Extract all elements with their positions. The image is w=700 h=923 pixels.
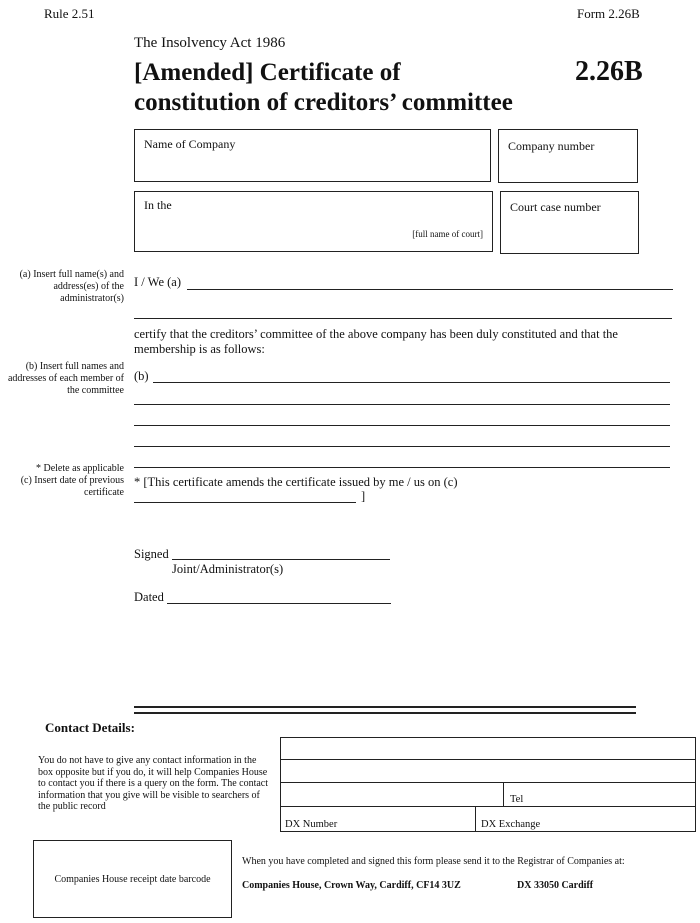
member-line-4[interactable] [134,446,670,447]
member-line-5[interactable] [134,467,670,468]
dated-label: Dated [134,590,164,604]
page-title [134,58,513,118]
member-line-1[interactable] [153,382,670,383]
note-delete: * Delete as applicable [35,463,124,474]
tel-divider [503,782,504,806]
court-case-number-label: Court case number [510,200,601,214]
court-case-number-box[interactable] [500,191,639,254]
company-number-label: Company number [508,139,595,153]
contact-heading: Contact Details: [45,720,135,735]
section-divider [134,706,636,714]
bracket-close: ] [361,489,366,503]
company-name-box[interactable] [134,129,491,182]
iwe-line[interactable] [187,289,673,290]
member-line-3[interactable] [134,425,670,426]
court-hint: [full name of court] [412,229,483,239]
company-number-box[interactable] [498,129,638,183]
title-line-2: constitution of creditors’ committee [134,89,513,116]
member-line-2[interactable] [134,404,670,405]
iwe-line-2[interactable] [134,318,672,319]
contact-line-1[interactable] [281,759,695,760]
tel-label: Tel [510,794,524,805]
company-name-label: Name of Company [144,137,236,151]
form-number: 2.26B [575,56,643,87]
title-line-1: [Amended] Certificate of [134,59,401,86]
certify-text: certify that the creditors’ committee of the above company has been duly constituted and that the membership is as follows: [134,327,618,356]
signed-label: Signed [134,547,169,561]
signed-role: Joint/Administrator(s) [172,562,284,576]
send-instructions: When you have completed and signed this form please send it to the Registrar of Companies at: [242,856,625,867]
dx-exchange-label: DX Exchange [481,819,541,830]
signature-line[interactable] [172,559,390,560]
registrar-dx: DX 33050 Cardiff [517,880,594,891]
contact-text: You do not have to give any contact information in the box opposite but if you do, it will help Companies House to contact you if there is a query on the form. The contact information that you give will be visible to searchers of the public record [38,755,269,812]
date-line[interactable] [167,603,391,604]
act-name: The Insolvency Act 1986 [134,35,286,51]
iwe-label: I / We (a) [134,275,182,289]
dx-number-label: DX Number [285,819,338,830]
contact-line-2[interactable] [281,782,695,783]
note-b: (b) Insert full names and addresses of each member of the committee [7,361,124,396]
previous-date-line[interactable] [134,502,356,503]
rule-reference: Rule 2.51 [44,6,95,21]
form-reference: Form 2.26B [577,6,640,21]
registrar-address: Companies House, Crown Way, Cardiff, CF14 3UZ [242,880,461,891]
note-c: (c) Insert date of previous certificate [20,475,124,498]
court-label: In the [144,198,172,212]
note-a: (a) Insert full name(s) and address(es) of the administrator(s) [19,269,124,304]
barcode-box [33,840,232,918]
dx-divider [475,806,476,831]
contact-box[interactable] [280,737,696,832]
b-marker: (b) [134,369,149,383]
barcode-label: Companies House receipt date barcode [54,874,211,885]
amendment-text: * [This certificate amends the certificate issued by me / us on (c) [134,475,458,489]
court-box[interactable] [134,191,493,252]
contact-line-3[interactable] [281,806,695,807]
